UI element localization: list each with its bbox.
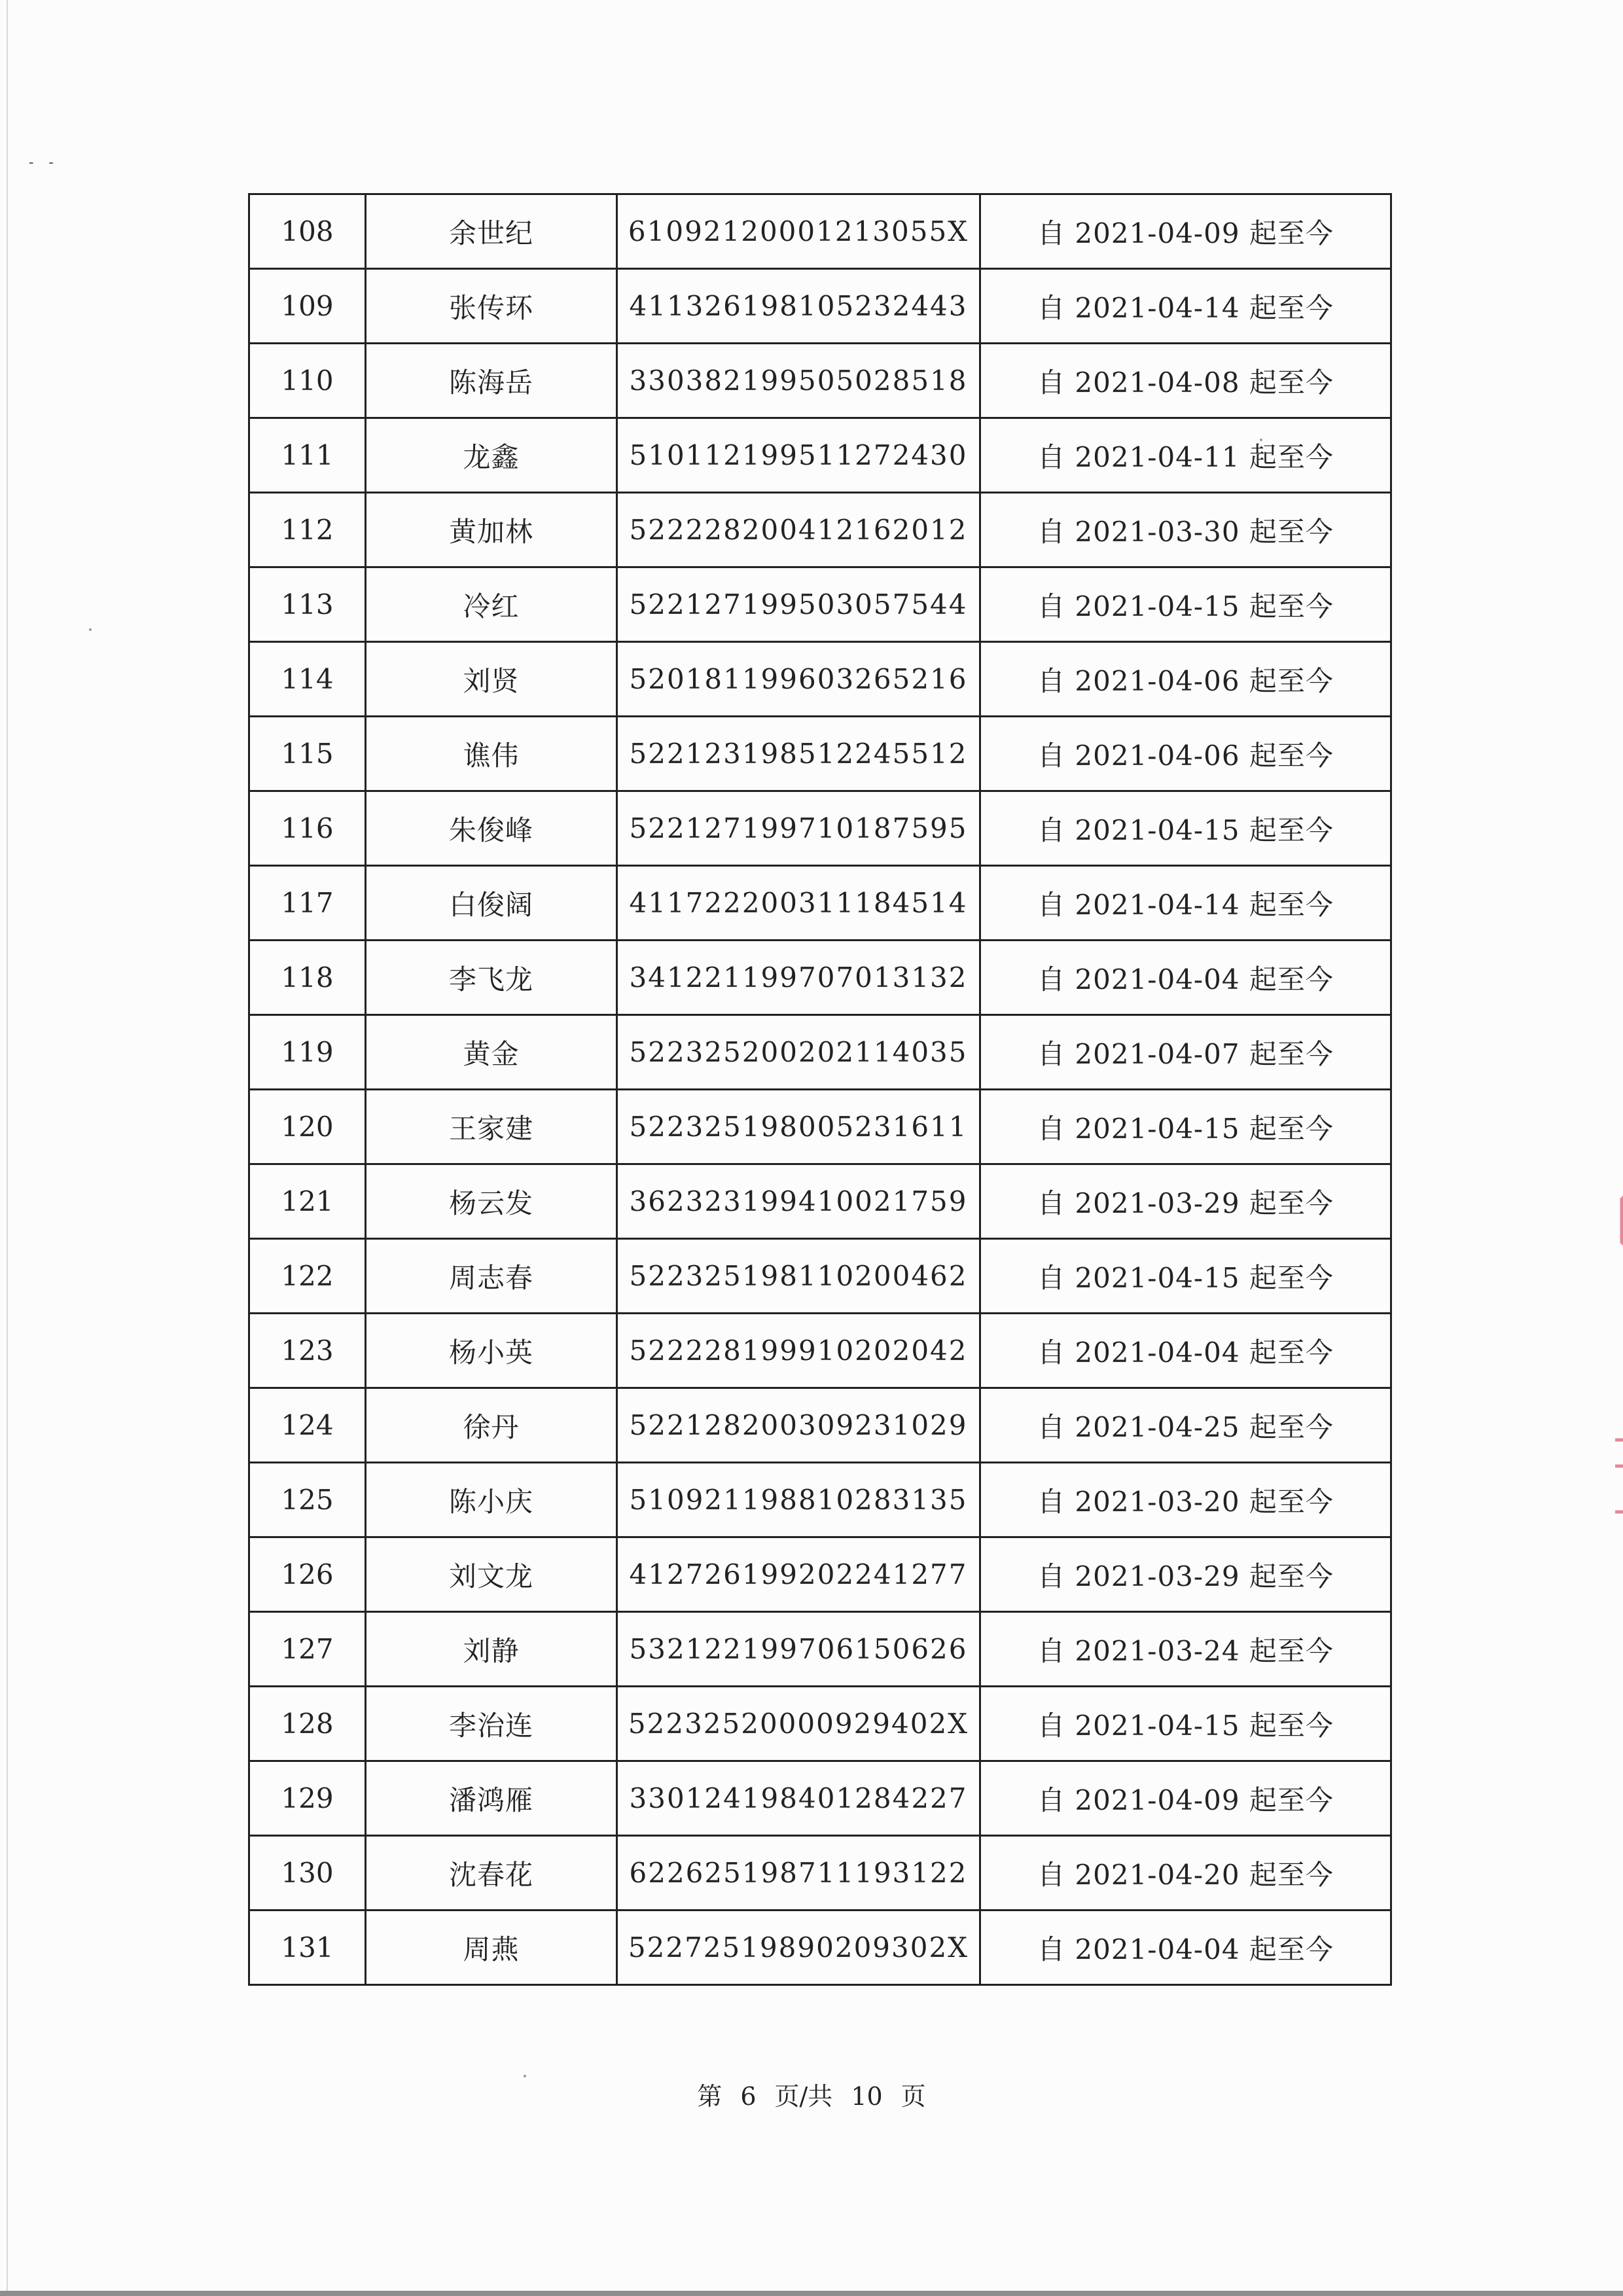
row-number: 127: [249, 1612, 366, 1687]
row-number: 110: [249, 344, 366, 418]
id-number: 522325200202114035: [617, 1015, 980, 1090]
table-row: [249, 1612, 1391, 1687]
table-row: [249, 941, 1391, 1015]
service-period: 自 2021-03-20 起至今: [980, 1463, 1391, 1537]
row-number: 108: [249, 194, 366, 269]
id-number: 341221199707013132: [617, 941, 980, 1015]
scan-edge-line: [7, 0, 8, 2296]
id-number: 330124198401284227: [617, 1761, 980, 1836]
table-row: [249, 1015, 1391, 1090]
person-name: 李治连: [366, 1687, 617, 1761]
row-number: 124: [249, 1388, 366, 1463]
table-row: [249, 1463, 1391, 1537]
person-name: 朱俊峰: [366, 791, 617, 866]
row-number: 112: [249, 493, 366, 567]
person-name: 龙鑫: [366, 418, 617, 493]
page-footer: [0, 2076, 1623, 2112]
table-row: [249, 418, 1391, 493]
person-name: 周志春: [366, 1239, 617, 1314]
footer-suffix: 页: [901, 2082, 926, 2111]
id-number: 522127199710187595: [617, 791, 980, 866]
service-period: 自 2021-04-15 起至今: [980, 1090, 1391, 1164]
row-number: 121: [249, 1164, 366, 1239]
service-period: 自 2021-03-29 起至今: [980, 1537, 1391, 1612]
id-number: 520181199603265216: [617, 642, 980, 717]
row-number: 117: [249, 866, 366, 941]
person-name: 白俊阔: [366, 866, 617, 941]
service-period: 自 2021-04-25 起至今: [980, 1388, 1391, 1463]
row-number: 131: [249, 1910, 366, 1985]
row-number: 129: [249, 1761, 366, 1836]
service-period: 自 2021-04-09 起至今: [980, 1761, 1391, 1836]
table-row: [249, 1090, 1391, 1164]
row-number: 113: [249, 567, 366, 642]
id-number: 522228199910202042: [617, 1314, 980, 1388]
id-number: 61092120001213055X: [617, 194, 980, 269]
person-name: 陈海岳: [366, 344, 617, 418]
id-number: 532122199706150626: [617, 1612, 980, 1687]
person-name: 王家建: [366, 1090, 617, 1164]
id-number: 510921198810283135: [617, 1463, 980, 1537]
id-number: 411722200311184514: [617, 866, 980, 941]
row-number: 111: [249, 418, 366, 493]
service-period: 自 2021-04-04 起至今: [980, 1314, 1391, 1388]
id-number: 52272519890209302X: [617, 1910, 980, 1985]
table-row: [249, 717, 1391, 791]
service-period: 自 2021-04-04 起至今: [980, 1910, 1391, 1985]
person-name: 余世纪: [366, 194, 617, 269]
service-period: 自 2021-04-20 起至今: [980, 1836, 1391, 1910]
table-row: [249, 791, 1391, 866]
service-period: 自 2021-04-06 起至今: [980, 717, 1391, 791]
person-name: 杨云发: [366, 1164, 617, 1239]
person-name: 沈春花: [366, 1836, 617, 1910]
current-page-number: 6: [740, 2082, 757, 2111]
row-number: 130: [249, 1836, 366, 1910]
person-name: 杨小英: [366, 1314, 617, 1388]
table-row: [249, 866, 1391, 941]
table-row: [249, 344, 1391, 418]
table-row: [249, 642, 1391, 717]
service-period: 自 2021-04-15 起至今: [980, 1687, 1391, 1761]
table-row: [249, 1239, 1391, 1314]
id-number: 622625198711193122: [617, 1836, 980, 1910]
table-row: [249, 1164, 1391, 1239]
service-period: 自 2021-04-09 起至今: [980, 194, 1391, 269]
row-number: 126: [249, 1537, 366, 1612]
table-row: [249, 269, 1391, 344]
id-number: 522325198110200462: [617, 1239, 980, 1314]
person-name: 冷红: [366, 567, 617, 642]
service-period: 自 2021-03-29 起至今: [980, 1164, 1391, 1239]
table-row: [249, 493, 1391, 567]
id-number: 362323199410021759: [617, 1164, 980, 1239]
partial-seal-stamp: [1602, 1191, 1623, 1518]
id-number: 522128200309231029: [617, 1388, 980, 1463]
service-period: 自 2021-03-30 起至今: [980, 493, 1391, 567]
person-name: 李飞龙: [366, 941, 617, 1015]
id-number: 522228200412162012: [617, 493, 980, 567]
table-row: [249, 1537, 1391, 1612]
scan-speck: [89, 628, 92, 631]
id-number: 330382199505028518: [617, 344, 980, 418]
footer-middle: 页/共: [774, 2082, 833, 2111]
footer-prefix: 第: [697, 2082, 722, 2111]
table-row: [249, 1836, 1391, 1910]
person-name: 张传环: [366, 269, 617, 344]
person-name: 刘贤: [366, 642, 617, 717]
service-period: 自 2021-04-15 起至今: [980, 791, 1391, 866]
row-number: 109: [249, 269, 366, 344]
id-number: 52232520000929402X: [617, 1687, 980, 1761]
person-name: 潘鸿雁: [366, 1761, 617, 1836]
table-row: [249, 1761, 1391, 1836]
row-number: 128: [249, 1687, 366, 1761]
service-period: 自 2021-03-24 起至今: [980, 1612, 1391, 1687]
row-number: 119: [249, 1015, 366, 1090]
id-number: 411326198105232443: [617, 269, 980, 344]
person-name: 谯伟: [366, 717, 617, 791]
total-page-number: 10: [851, 2082, 883, 2111]
table-row: [249, 567, 1391, 642]
service-period: 自 2021-04-06 起至今: [980, 642, 1391, 717]
person-name: 刘文龙: [366, 1537, 617, 1612]
id-number: 522325198005231611: [617, 1090, 980, 1164]
id-number: 522127199503057544: [617, 567, 980, 642]
service-period: 自 2021-04-15 起至今: [980, 567, 1391, 642]
person-name: 周燕: [366, 1910, 617, 1985]
table-row: [249, 1910, 1391, 1985]
service-period: 自 2021-04-15 起至今: [980, 1239, 1391, 1314]
person-name: 黄加林: [366, 493, 617, 567]
scan-corner-marks: - -: [29, 154, 59, 171]
service-period: 自 2021-04-14 起至今: [980, 269, 1391, 344]
id-number: 412726199202241277: [617, 1537, 980, 1612]
row-number: 116: [249, 791, 366, 866]
row-number: 123: [249, 1314, 366, 1388]
scan-bottom-edge: [0, 2291, 1623, 2296]
roster-table-body: [249, 194, 1391, 1985]
service-period: 自 2021-04-07 起至今: [980, 1015, 1391, 1090]
person-name: 陈小庆: [366, 1463, 617, 1537]
row-number: 125: [249, 1463, 366, 1537]
row-number: 118: [249, 941, 366, 1015]
person-name: 刘静: [366, 1612, 617, 1687]
person-name: 黄金: [366, 1015, 617, 1090]
table-row: [249, 1687, 1391, 1761]
roster-table: [248, 193, 1392, 1986]
person-name: 徐丹: [366, 1388, 617, 1463]
table-row: [249, 1388, 1391, 1463]
service-period: 自 2021-04-14 起至今: [980, 866, 1391, 941]
id-number: 510112199511272430: [617, 418, 980, 493]
service-period: 自 2021-04-11 起至今: [980, 418, 1391, 493]
service-period: 自 2021-04-04 起至今: [980, 941, 1391, 1015]
row-number: 122: [249, 1239, 366, 1314]
table-row: [249, 1314, 1391, 1388]
row-number: 115: [249, 717, 366, 791]
table-row: [249, 194, 1391, 269]
row-number: 114: [249, 642, 366, 717]
row-number: 120: [249, 1090, 366, 1164]
id-number: 522123198512245512: [617, 717, 980, 791]
service-period: 自 2021-04-08 起至今: [980, 344, 1391, 418]
